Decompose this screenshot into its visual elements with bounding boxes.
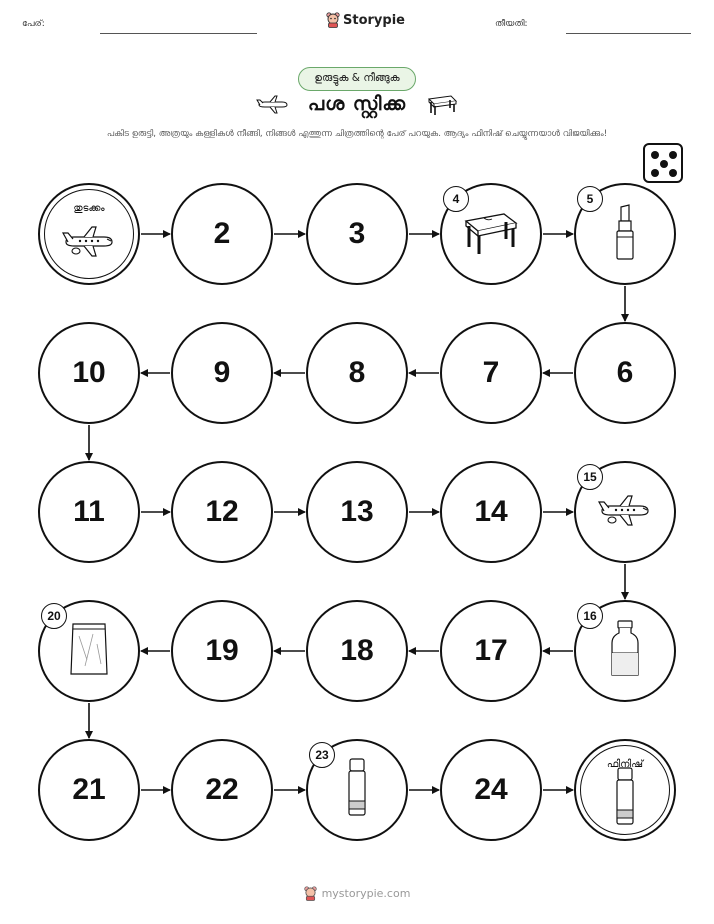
bottle-icon bbox=[608, 619, 642, 683]
board-space-14[interactable] bbox=[440, 461, 542, 563]
board-space-16[interactable] bbox=[574, 600, 676, 702]
space-number: 17 bbox=[474, 634, 508, 667]
space-number: 24 bbox=[474, 773, 508, 806]
footer-url[interactable]: mystorypie.com bbox=[321, 887, 411, 900]
space-number-badge: 5 bbox=[577, 186, 603, 212]
board-space-12[interactable] bbox=[171, 461, 273, 563]
glue-stick-icon bbox=[614, 766, 636, 832]
table-icon bbox=[462, 209, 520, 259]
board-space-7[interactable] bbox=[440, 322, 542, 424]
space-number: 3 bbox=[348, 217, 366, 250]
date-label: തീയതി: bbox=[495, 19, 528, 29]
space-number: 2 bbox=[213, 217, 231, 250]
space-number: 14 bbox=[474, 495, 508, 528]
game-type-badge: ഉരുട്ടുക & നീങ്ങുക bbox=[298, 67, 416, 91]
footer bbox=[0, 886, 714, 901]
board-space-4[interactable] bbox=[440, 183, 542, 285]
board-space-5[interactable] bbox=[574, 183, 676, 285]
space-number: 13 bbox=[340, 495, 374, 528]
board-space-21[interactable] bbox=[38, 739, 140, 841]
board-space-19[interactable] bbox=[171, 600, 273, 702]
board-space-2[interactable] bbox=[171, 183, 273, 285]
board-space-24[interactable] bbox=[440, 739, 542, 841]
board-space-13[interactable] bbox=[306, 461, 408, 563]
board-space-10[interactable] bbox=[38, 322, 140, 424]
lipstick-icon bbox=[612, 203, 638, 265]
airplane-icon bbox=[60, 224, 118, 262]
airplane-icon bbox=[596, 493, 654, 531]
page-title: പശ സ്റ്റിക്ക bbox=[307, 93, 407, 115]
board-space-18[interactable] bbox=[306, 600, 408, 702]
space-number: 22 bbox=[205, 773, 239, 806]
plastic-bag-icon bbox=[67, 620, 111, 682]
space-number-badge: 23 bbox=[309, 742, 335, 768]
board-space-8[interactable] bbox=[306, 322, 408, 424]
space-number: 8 bbox=[348, 356, 366, 389]
name-label: പേര്: bbox=[22, 19, 45, 29]
space-number-badge: 20 bbox=[41, 603, 67, 629]
space-number-badge: 16 bbox=[577, 603, 603, 629]
space-number: 11 bbox=[73, 495, 105, 528]
board-space-17[interactable] bbox=[440, 600, 542, 702]
brand-name: Storypie bbox=[343, 12, 405, 28]
finish-space[interactable] bbox=[574, 739, 676, 841]
board-space-22[interactable] bbox=[171, 739, 273, 841]
board-space-20[interactable] bbox=[38, 600, 140, 702]
start-space[interactable] bbox=[38, 183, 140, 285]
space-number: 10 bbox=[72, 356, 106, 389]
finish-label: ഫിനിഷ് bbox=[606, 759, 644, 770]
space-number: 19 bbox=[205, 634, 239, 667]
instructions: പകിട ഉരുട്ടി, അത്രയും കള്ളികൾ നീങ്ങി, നിങ്ങൾ എത്തുന്ന ചിത്രത്തിന്റെ പേര് പറയുക. ആദ്യം ഫിനിഷ് ചെയ്യുന്നയാൾ വിജയിക്കും! bbox=[106, 129, 608, 139]
space-number-badge: 15 bbox=[577, 464, 603, 490]
space-number: 6 bbox=[616, 356, 634, 389]
space-number: 9 bbox=[213, 356, 231, 389]
space-number: 21 bbox=[72, 773, 106, 806]
glue-stick-icon bbox=[346, 757, 368, 823]
space-number: 18 bbox=[340, 634, 374, 667]
board-space-6[interactable] bbox=[574, 322, 676, 424]
space-number: 12 bbox=[205, 495, 239, 528]
space-number-badge: 4 bbox=[443, 186, 469, 212]
start-label: തുടക്കം bbox=[73, 203, 105, 214]
board-space-3[interactable] bbox=[306, 183, 408, 285]
bear-mascot-icon bbox=[304, 886, 317, 901]
board-space-23[interactable] bbox=[306, 739, 408, 841]
space-number: 7 bbox=[482, 356, 500, 389]
board-space-15[interactable] bbox=[574, 461, 676, 563]
board-space-11[interactable] bbox=[38, 461, 140, 563]
board-space-9[interactable] bbox=[171, 322, 273, 424]
